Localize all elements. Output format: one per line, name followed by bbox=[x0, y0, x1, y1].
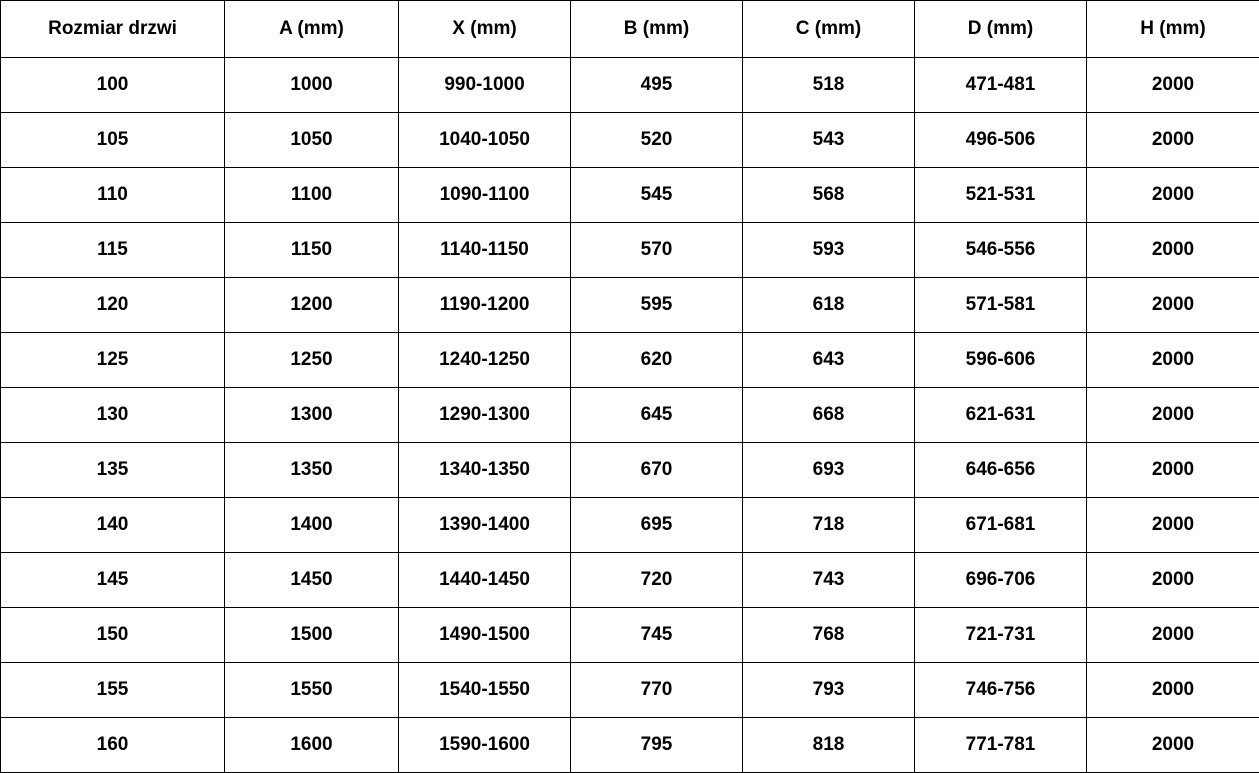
table-row bbox=[1, 223, 1259, 278]
cell-x: 1040-1050 bbox=[399, 113, 571, 168]
cell-b: 595 bbox=[571, 278, 743, 333]
cell-b: 570 bbox=[571, 223, 743, 278]
table-row bbox=[1, 278, 1259, 333]
cell-h: 2000 bbox=[1087, 388, 1259, 443]
cell-c: 693 bbox=[743, 443, 915, 498]
cell-b: 695 bbox=[571, 498, 743, 553]
cell-c: 543 bbox=[743, 113, 915, 168]
cell-h: 2000 bbox=[1087, 498, 1259, 553]
cell-x: 1340-1350 bbox=[399, 443, 571, 498]
table-row bbox=[1, 58, 1259, 113]
cell-c: 643 bbox=[743, 333, 915, 388]
cell-b: 520 bbox=[571, 113, 743, 168]
cell-x: 1590-1600 bbox=[399, 718, 571, 773]
cell-b: 745 bbox=[571, 608, 743, 663]
cell-d: 521-531 bbox=[915, 168, 1087, 223]
cell-b: 770 bbox=[571, 663, 743, 718]
cell-door-size: 130 bbox=[1, 388, 225, 443]
cell-c: 668 bbox=[743, 388, 915, 443]
table-body bbox=[1, 58, 1259, 773]
table-row bbox=[1, 553, 1259, 608]
cell-a: 1050 bbox=[225, 113, 399, 168]
cell-door-size: 160 bbox=[1, 718, 225, 773]
cell-d: 496-506 bbox=[915, 113, 1087, 168]
cell-h: 2000 bbox=[1087, 168, 1259, 223]
cell-a: 1250 bbox=[225, 333, 399, 388]
cell-h: 2000 bbox=[1087, 333, 1259, 388]
cell-x: 1440-1450 bbox=[399, 553, 571, 608]
table-row bbox=[1, 663, 1259, 718]
cell-h: 2000 bbox=[1087, 663, 1259, 718]
cell-d: 571-581 bbox=[915, 278, 1087, 333]
column-header-d: D (mm) bbox=[915, 1, 1087, 58]
cell-door-size: 145 bbox=[1, 553, 225, 608]
cell-a: 1150 bbox=[225, 223, 399, 278]
cell-a: 1400 bbox=[225, 498, 399, 553]
cell-d: 721-731 bbox=[915, 608, 1087, 663]
cell-door-size: 120 bbox=[1, 278, 225, 333]
cell-b: 795 bbox=[571, 718, 743, 773]
cell-door-size: 125 bbox=[1, 333, 225, 388]
cell-a: 1500 bbox=[225, 608, 399, 663]
cell-h: 2000 bbox=[1087, 113, 1259, 168]
cell-h: 2000 bbox=[1087, 608, 1259, 663]
column-header-c: C (mm) bbox=[743, 1, 915, 58]
column-header-b: B (mm) bbox=[571, 1, 743, 58]
cell-d: 646-656 bbox=[915, 443, 1087, 498]
column-header-h: H (mm) bbox=[1087, 1, 1259, 58]
cell-x: 1240-1250 bbox=[399, 333, 571, 388]
table-row bbox=[1, 113, 1259, 168]
column-header-x: X (mm) bbox=[399, 1, 571, 58]
table-row bbox=[1, 443, 1259, 498]
cell-h: 2000 bbox=[1087, 278, 1259, 333]
cell-door-size: 100 bbox=[1, 58, 225, 113]
cell-door-size: 115 bbox=[1, 223, 225, 278]
cell-h: 2000 bbox=[1087, 223, 1259, 278]
cell-b: 495 bbox=[571, 58, 743, 113]
cell-a: 1350 bbox=[225, 443, 399, 498]
cell-door-size: 110 bbox=[1, 168, 225, 223]
cell-b: 670 bbox=[571, 443, 743, 498]
cell-h: 2000 bbox=[1087, 553, 1259, 608]
cell-b: 645 bbox=[571, 388, 743, 443]
cell-d: 771-781 bbox=[915, 718, 1087, 773]
table-header-row bbox=[1, 1, 1259, 58]
table-row bbox=[1, 608, 1259, 663]
cell-x: 1090-1100 bbox=[399, 168, 571, 223]
cell-door-size: 105 bbox=[1, 113, 225, 168]
cell-door-size: 155 bbox=[1, 663, 225, 718]
table-row bbox=[1, 168, 1259, 223]
cell-c: 568 bbox=[743, 168, 915, 223]
cell-x: 1490-1500 bbox=[399, 608, 571, 663]
table-row bbox=[1, 718, 1259, 773]
cell-door-size: 140 bbox=[1, 498, 225, 553]
column-header-door-size: Rozmiar drzwi bbox=[1, 1, 225, 58]
table-row bbox=[1, 333, 1259, 388]
cell-d: 471-481 bbox=[915, 58, 1087, 113]
cell-c: 518 bbox=[743, 58, 915, 113]
table-row bbox=[1, 388, 1259, 443]
cell-d: 621-631 bbox=[915, 388, 1087, 443]
cell-d: 696-706 bbox=[915, 553, 1087, 608]
cell-c: 618 bbox=[743, 278, 915, 333]
cell-h: 2000 bbox=[1087, 58, 1259, 113]
cell-a: 1200 bbox=[225, 278, 399, 333]
cell-c: 768 bbox=[743, 608, 915, 663]
cell-x: 1390-1400 bbox=[399, 498, 571, 553]
cell-d: 671-681 bbox=[915, 498, 1087, 553]
cell-d: 546-556 bbox=[915, 223, 1087, 278]
cell-a: 1600 bbox=[225, 718, 399, 773]
cell-door-size: 150 bbox=[1, 608, 225, 663]
cell-a: 1100 bbox=[225, 168, 399, 223]
cell-c: 793 bbox=[743, 663, 915, 718]
cell-c: 743 bbox=[743, 553, 915, 608]
cell-x: 1190-1200 bbox=[399, 278, 571, 333]
cell-x: 1290-1300 bbox=[399, 388, 571, 443]
cell-a: 1550 bbox=[225, 663, 399, 718]
cell-a: 1000 bbox=[225, 58, 399, 113]
cell-c: 718 bbox=[743, 498, 915, 553]
cell-b: 720 bbox=[571, 553, 743, 608]
table-row bbox=[1, 498, 1259, 553]
table-header bbox=[1, 1, 1259, 58]
cell-a: 1450 bbox=[225, 553, 399, 608]
cell-h: 2000 bbox=[1087, 718, 1259, 773]
cell-a: 1300 bbox=[225, 388, 399, 443]
cell-c: 593 bbox=[743, 223, 915, 278]
cell-c: 818 bbox=[743, 718, 915, 773]
cell-b: 620 bbox=[571, 333, 743, 388]
cell-x: 1540-1550 bbox=[399, 663, 571, 718]
cell-d: 746-756 bbox=[915, 663, 1087, 718]
cell-x: 1140-1150 bbox=[399, 223, 571, 278]
cell-x: 990-1000 bbox=[399, 58, 571, 113]
cell-d: 596-606 bbox=[915, 333, 1087, 388]
cell-door-size: 135 bbox=[1, 443, 225, 498]
cell-b: 545 bbox=[571, 168, 743, 223]
cell-h: 2000 bbox=[1087, 443, 1259, 498]
column-header-a: A (mm) bbox=[225, 1, 399, 58]
